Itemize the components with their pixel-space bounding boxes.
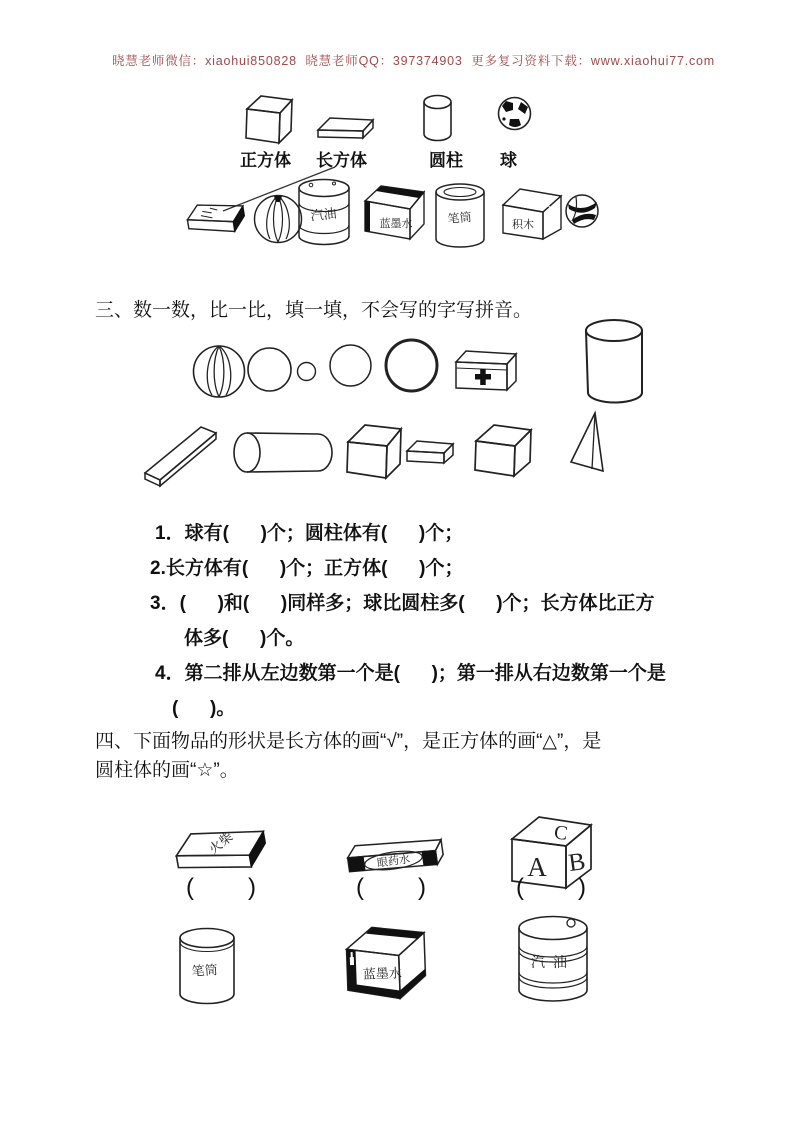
ink-box-icon — [356, 181, 432, 247]
question-4-line1: 4．第二排从左边数第一个是( )；第一排从右边数第一个是 — [155, 663, 666, 684]
lying-cylinder-icon — [232, 430, 335, 475]
question-3-line1: 3．( )和( )同样多；球比圆柱多( )个；长方体比正方 — [150, 593, 655, 614]
striped-ball-icon — [192, 343, 246, 400]
building-block-icon — [498, 183, 566, 245]
oil-barrel-icon — [296, 177, 352, 247]
ink-box-label: 蓝墨水 — [362, 965, 403, 982]
letter-cube-side: B — [566, 848, 588, 878]
question-1: 1．球有( )个；圆柱体有( )个； — [155, 523, 464, 544]
cube-icon — [242, 91, 296, 147]
oil-barrel-icon — [516, 914, 590, 1010]
label-cylinder: 圆柱 — [429, 151, 463, 170]
letter-cube-front: A — [527, 852, 547, 882]
circle-icon — [328, 343, 373, 388]
label-cuboid: 长方体 — [316, 151, 367, 170]
section4-title-line1: 四、下面物品的形状是长方体的画“√”，是正方体的画“△”，是 — [95, 731, 602, 752]
answer-blank: ( ) — [356, 874, 428, 901]
pen-holder-label: 笔筒 — [447, 209, 473, 227]
section4-title-line2: 圆柱体的画“☆”。 — [95, 760, 239, 781]
first-aid-box-icon — [452, 347, 520, 394]
letter-cube-top: C — [552, 821, 569, 845]
header-note: 晓慧老师微信：xiaohui850828 晓慧老师QQ：397374903 更多复习资料下载：www.xiaohui77.com — [112, 54, 715, 68]
volleyball-icon — [564, 193, 600, 229]
ink-box-icon — [336, 920, 432, 1006]
label-sphere: 球 — [500, 151, 517, 170]
matchbox-label: 火柴 — [205, 829, 236, 857]
cube-icon — [471, 420, 535, 480]
eyedrops-label: 眼药水 — [376, 853, 411, 870]
building-block-label: 积木 — [512, 219, 534, 231]
cuboid-icon — [316, 113, 376, 141]
pen-holder-icon — [433, 181, 487, 249]
plank-icon — [140, 420, 222, 488]
ink-box-label: 蓝墨水 — [379, 218, 413, 230]
oil-barrel-label: 汽油 — [309, 205, 338, 224]
small-cuboid-icon — [404, 436, 456, 469]
pen-holder-icon — [177, 925, 237, 1009]
triangular-prism-icon — [567, 410, 609, 476]
matchbox-icon — [182, 193, 254, 249]
question-3-line2: 体多( )个。 — [184, 628, 305, 649]
label-cube: 正方体 — [240, 151, 291, 170]
oil-barrel-label: 汽油 — [531, 954, 575, 970]
question-2: 2.长方体有( )个；正方体( )个； — [150, 558, 464, 579]
answer-blank: ( ) — [186, 874, 258, 901]
thick-circle-icon — [383, 337, 440, 394]
tall-cylinder-icon — [583, 318, 645, 408]
answer-blank: ( ) — [516, 874, 588, 901]
question-4-line2: ( )。 — [172, 698, 236, 719]
cube-icon — [343, 420, 405, 482]
soccer-ball-icon — [497, 96, 532, 131]
circle-icon — [246, 346, 293, 393]
small-circle-icon — [296, 361, 317, 382]
cylinder-icon — [422, 94, 453, 142]
pen-holder-label: 笔筒 — [191, 962, 219, 979]
section3-title: 三、数一数，比一比，填一填，不会写的字写拼音。 — [95, 300, 533, 321]
